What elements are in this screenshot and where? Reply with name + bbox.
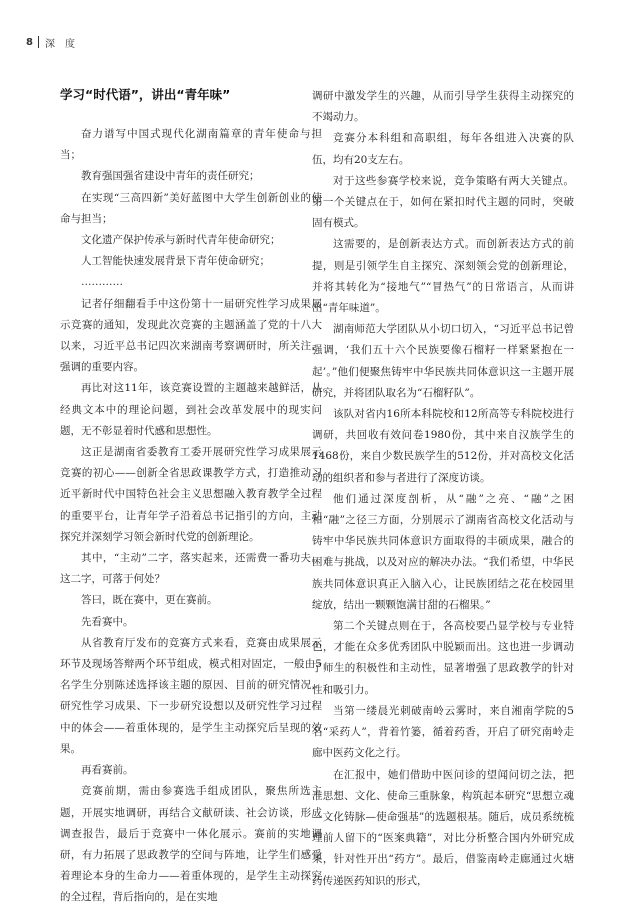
paragraph: 当第一缕晨光刺破南岭云雾时，来自湘南学院的5名“采药人”，背着竹篓，循着药香，开启了研究南岭走廊中医药文化之行。	[312, 704, 574, 760]
paragraph: 其中，“主动”二字，落实起来，还需费一番功夫。这二字，可落于何处？	[60, 552, 322, 586]
paragraph: 竞赛前期，需由参赛选手组成团队，聚焦所选主题，开展实地调研，再结合文献研读、社会访谈，形成调查报告，最后于竞赛中一体化展示。赛前的实地调研，有力拓展了思政教学的空间与阵地，让学生们感受着理论本身的生命力——着重体现的，是学生主动探究的全过程，背后指向的，是在实地	[60, 785, 322, 904]
paragraph: 答曰，既在赛中，更在赛前。	[81, 594, 218, 607]
right-column	[312, 86, 574, 892]
left-body	[60, 124, 322, 909]
paragraph: …………	[81, 276, 123, 289]
page-number: 8	[26, 36, 33, 48]
paragraph: 该队对省内16所本科院校和12所高等专科院校进行调研，共回收有效问卷1980份，其中来自汉族学生的1468份，来自少数民族学生的512份，并对高校文化活动的组织者和参与者进行了深度访谈。	[312, 408, 574, 484]
paragraph: 这需要的，是创新表达方式。而创新表达方式的前提，则是引领学生自主探究、深刻领会党的创新理论，并将其转化为“接地气”“冒热气”的日常语言，从而讲出“青年味道”。	[312, 238, 574, 315]
paragraph: 再比对这11年，该竞赛设置的主题越来越鲜活，从经典文本中的理论问题，到社会改革发展中的现实问题，无不彰显着时代感和思想性。	[60, 382, 322, 437]
paragraph: 文化遗产保护传承与新时代青年使命研究；	[81, 234, 281, 247]
paragraph: 对于这些参赛学校来说，竞争策略有两大关键点。第一个关键点在于，如何在紧扣时代主题的同时，突破固有模式。	[312, 174, 574, 230]
article-title: 学习“时代语”，讲出“青年味”	[60, 87, 231, 102]
section-label: 深度	[44, 38, 85, 50]
page-header	[26, 34, 85, 50]
paragraph: 这正是湖南省委教育工委开展研究性学习成果展示竞赛的初心——创新全省思政课教学方式，打造推动习近平新时代中国特色社会主义思想融入教育教学全过程的重要平台，让青年学子沿着总书记指引的方向，主动探究并深刻学习领会新时代党的创新理论。	[60, 446, 322, 543]
header-divider	[38, 36, 39, 48]
right-body	[312, 86, 574, 892]
paragraph: 竞赛分本科组和高职组，每年各组进入决赛的队伍，均有20支左右。	[312, 132, 574, 166]
paragraph: 第二个关键点则在于，各高校要凸显学校与专业特色，才能在众多优秀团队中脱颖而出。这也进一步调动了师生的积极性和主动性，显著增强了思政教学的针对性和吸引力。	[312, 620, 574, 696]
paragraph: 从省教育厅发布的竞赛方式来看，竞赛由成果展示环节及现场答辩两个环节组成，模式相对固定，一般由5名学生分别陈述选择该主题的原因、目前的研究情况、研究性学习成果、下一步研究设想以及研究性学习过程中的体会——着重体现的，是学生主动探究后呈现的效果。	[60, 636, 322, 755]
paragraph: 记者仔细翻看手中这份第十一届研究性学习成果展示竞赛的通知，发现此次竞赛的主题涵盖了党的十八大以来，习近平总书记四次来湖南考察调研时，所关注、强调的重要内容。	[60, 297, 322, 374]
paragraph: 再看赛前。	[81, 764, 134, 777]
paragraph: 他们通过深度剖析，从“融”之亮、“融”之困和“融”之径三方面，分别展示了湖南省高校文化活动与铸牢中华民族共同体意识方面取得的丰硕成果，融合的困难与挑战，以及对应的解决办法。“我们希望，中华民族共同体意识真正入脑入心，让民族团结之花在校园里绽放，结出一颗颗饱满甘甜的石榴果。”	[312, 492, 574, 611]
paragraph: 奋力谱写中国式现代化湖南篇章的青年使命与担当；	[60, 128, 322, 162]
paragraph: 调研中激发学生的兴趣，从而引导学生获得主动探究的不竭动力。	[312, 90, 574, 124]
paragraph: 先看赛中。	[81, 615, 134, 628]
paragraph: 湖南师范大学团队从小切口切入，“习近平总书记曾强调，‘我们五十六个民族要像石榴籽一样紧紧抱在一起’。”他们便聚焦铸牢中华民族共同体意识这一主题开展研究，并将团队取名为“石榴籽队”。	[312, 323, 574, 399]
left-column	[60, 86, 322, 909]
paragraph: 人工智能快速发展背景下青年使命研究；	[81, 255, 270, 268]
paragraph: 在汇报中，她们借助中医问诊的望闻问切之法，把准思想、文化、使命三重脉象，构筑起本研究“思想立魂—文化铸脉—使命强基”的选题根基。随后，成员系统梳理前人留下的“医案典籍”，对比分析整合国内外研究成果，针对性开出“药方”。最后，借鉴南岭走廊通过火塘药传递医药知识的形式，	[312, 768, 574, 887]
paragraph: 教育强国强省建设中青年的责任研究；	[81, 170, 260, 183]
paragraph: 在实现“三高四新”美好蓝图中大学生创新创业的使命与担当；	[60, 191, 322, 225]
